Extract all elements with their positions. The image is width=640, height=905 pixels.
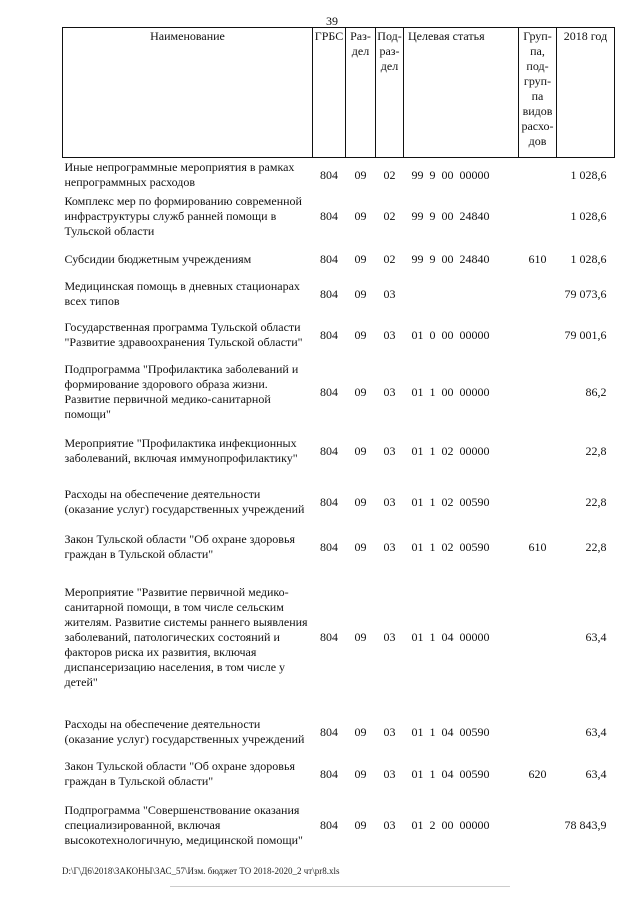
row-vid-rashodov bbox=[519, 359, 557, 425]
row-razdel: 09 bbox=[354, 209, 367, 223]
row-grbs: 804 bbox=[320, 167, 338, 182]
row-celevaya-statya: 01 2 00 00000 bbox=[411, 817, 490, 832]
row-grbs: 804 bbox=[320, 494, 338, 509]
table-row bbox=[63, 757, 615, 791]
row-grbs: 804 bbox=[320, 817, 338, 832]
row-razdel: 09 bbox=[354, 724, 367, 739]
row-name: Иные непрограммные мероприятия в рамках непрограммных расходов bbox=[64, 160, 295, 189]
row-celevaya-statya: 99 9 00 24840 bbox=[411, 251, 490, 266]
row-podrazdel: 03 bbox=[383, 629, 396, 644]
table-row bbox=[63, 158, 615, 193]
row-celevaya-statya: 99 9 00 00000 bbox=[411, 167, 490, 182]
row-razdel: 09 bbox=[354, 443, 367, 458]
row-grbs: 804 bbox=[320, 539, 338, 554]
table-row bbox=[63, 425, 615, 477]
row-sum-2018: 1 028,6 bbox=[570, 167, 607, 182]
table-row bbox=[63, 707, 615, 757]
row-grbs: 804 bbox=[320, 629, 338, 644]
page-number: 39 bbox=[326, 14, 338, 28]
row-celevaya-statya: 01 1 02 00590 bbox=[411, 494, 490, 509]
row-sum-2018: 22,8 bbox=[585, 443, 607, 458]
header-vid-rashodov: Груп- па, под- груп- па видов расхо- дов bbox=[519, 28, 557, 158]
table-row bbox=[63, 567, 615, 707]
row-celevaya-statya: 01 0 00 00000 bbox=[411, 327, 490, 342]
row-vid-rashodov bbox=[519, 477, 557, 527]
row-vid-rashodov bbox=[519, 192, 557, 241]
row-sum-2018: 63,4 bbox=[585, 724, 607, 739]
row-podrazdel: 03 bbox=[383, 494, 396, 509]
row-podrazdel: 02 bbox=[383, 167, 396, 182]
row-name: Расходы на обеспечение деятельности (оказание услуг) государственных учреждений bbox=[64, 717, 305, 746]
row-grbs: 804 bbox=[320, 286, 338, 301]
row-podrazdel: 03 bbox=[383, 817, 396, 832]
header-grbs: ГРБС bbox=[313, 28, 346, 158]
row-celevaya-statya: 01 1 04 00590 bbox=[411, 724, 490, 739]
table-row bbox=[63, 791, 615, 859]
row-celevaya-statya: 01 1 02 00000 bbox=[411, 443, 490, 458]
row-celevaya-statya: 01 1 00 00000 bbox=[411, 384, 490, 399]
row-celevaya-statya: 99 9 00 24840 bbox=[411, 209, 490, 223]
row-razdel: 09 bbox=[354, 766, 367, 781]
row-name: Мероприятие "Профилактика инфекционных заболеваний, включая иммунопрофилактику" bbox=[64, 436, 298, 465]
row-sum-2018: 22,8 bbox=[585, 539, 607, 554]
row-podrazdel: 03 bbox=[383, 384, 396, 399]
row-podrazdel: 02 bbox=[383, 251, 396, 266]
header-razdel: Раз- дел bbox=[346, 28, 376, 158]
row-razdel: 09 bbox=[354, 327, 367, 342]
row-podrazdel: 03 bbox=[383, 766, 396, 781]
row-name: Подпрограмма "Совершенствование оказания специализированной, включая высокотехнологичную, медицинской помощи" bbox=[64, 802, 303, 847]
row-grbs: 804 bbox=[320, 724, 338, 739]
table-row bbox=[63, 359, 615, 425]
row-sum-2018: 63,4 bbox=[585, 766, 607, 781]
row-grbs: 804 bbox=[320, 384, 338, 399]
scan-artifact-line bbox=[170, 886, 510, 887]
row-vid-rashodov bbox=[519, 791, 557, 859]
row-name: Расходы на обеспечение деятельности (оказание услуг) государственных учреждений bbox=[64, 487, 305, 516]
row-podrazdel: 03 bbox=[383, 286, 396, 301]
table-row bbox=[63, 277, 615, 311]
row-razdel: 09 bbox=[354, 817, 367, 832]
row-vid-rashodov bbox=[519, 425, 557, 477]
row-razdel: 09 bbox=[354, 286, 367, 301]
row-grbs: 804 bbox=[320, 209, 338, 223]
table-row bbox=[63, 311, 615, 359]
row-razdel: 09 bbox=[354, 539, 367, 554]
row-razdel: 09 bbox=[354, 494, 367, 509]
row-sum-2018: 63,4 bbox=[585, 629, 607, 644]
file-path-footer: D:\Г\Д6\2018\ЗАКОНЫ\ЗАС_57\Изм. бюджет ТО 2018-2020_2 чт\pr8.xls bbox=[62, 866, 340, 876]
header-podrazdel: Под- раз- дел bbox=[376, 28, 404, 158]
header-year: 2018 год bbox=[557, 28, 615, 158]
row-vid-rashodov: 610 bbox=[528, 251, 547, 266]
budget-table bbox=[62, 27, 615, 859]
row-podrazdel: 03 bbox=[383, 327, 396, 342]
table-row bbox=[63, 192, 615, 241]
row-sum-2018: 1 028,6 bbox=[570, 209, 607, 223]
row-sum-2018: 78 843,9 bbox=[564, 817, 607, 832]
row-vid-rashodov bbox=[519, 158, 557, 193]
row-vid-rashodov: 610 bbox=[528, 539, 547, 554]
row-celevaya-statya: 01 1 04 00590 bbox=[411, 766, 490, 781]
row-sum-2018: 79 073,6 bbox=[564, 286, 607, 301]
row-name: Медицинская помощь в дневных стационарах всех типов bbox=[64, 279, 300, 308]
row-name: Государственная программа Тульской области "Развитие здравоохранения Тульской области" bbox=[64, 320, 303, 349]
row-razdel: 09 bbox=[354, 629, 367, 644]
row-podrazdel: 03 bbox=[383, 724, 396, 739]
row-sum-2018: 79 001,6 bbox=[564, 327, 607, 342]
table-row bbox=[63, 241, 615, 277]
table-row bbox=[63, 477, 615, 527]
row-vid-rashodov: 620 bbox=[528, 766, 547, 781]
row-sum-2018: 86,2 bbox=[585, 384, 607, 399]
row-vid-rashodov bbox=[519, 567, 557, 707]
row-podrazdel: 03 bbox=[383, 539, 396, 554]
header-name: Наименование bbox=[63, 28, 313, 158]
row-name: Подпрограмма "Профилактика заболеваний и формирование здорового образа жизни. Развитие первичной медико-санитарной помощи" bbox=[64, 362, 299, 421]
row-vid-rashodov bbox=[519, 277, 557, 311]
row-grbs: 804 bbox=[320, 443, 338, 458]
row-vid-rashodov bbox=[519, 311, 557, 359]
table-header-row bbox=[63, 28, 615, 158]
row-celevaya-statya: 01 1 02 00590 bbox=[411, 539, 490, 554]
row-name: Закон Тульской области "Об охране здоровья граждан в Тульской области" bbox=[64, 759, 295, 788]
row-sum-2018: 22,8 bbox=[585, 494, 607, 509]
row-razdel: 09 bbox=[354, 384, 367, 399]
row-grbs: 804 bbox=[320, 251, 338, 266]
header-celevaya-statya: Целевая статья bbox=[404, 28, 519, 158]
row-name: Закон Тульской области "Об охране здоровья граждан в Тульской области" bbox=[64, 532, 295, 561]
row-grbs: 804 bbox=[320, 327, 338, 342]
row-celevaya-statya: 01 1 04 00000 bbox=[411, 629, 490, 644]
row-name: Мероприятие "Развитие первичной медико-санитарной помощи, в том числе сельским жителям. Развитие системы раннего выявления заболеваний, патологических состояний и факторов риска их развития, включая диспансеризацию населения, в том числе у детей" bbox=[64, 584, 308, 689]
row-razdel: 09 bbox=[354, 167, 367, 182]
table-row bbox=[63, 527, 615, 567]
row-name: Комплекс мер по формированию современной инфраструктуры служб ранней помощи в Тульской области bbox=[64, 194, 302, 238]
row-podrazdel: 02 bbox=[383, 209, 396, 223]
row-vid-rashodov bbox=[519, 707, 557, 757]
row-razdel: 09 bbox=[354, 251, 367, 266]
row-name: Субсидии бюджетным учреждениям bbox=[64, 251, 252, 266]
row-grbs: 804 bbox=[320, 766, 338, 781]
row-celevaya-statya bbox=[404, 277, 519, 311]
row-sum-2018: 1 028,6 bbox=[570, 251, 607, 266]
row-podrazdel: 03 bbox=[383, 443, 396, 458]
